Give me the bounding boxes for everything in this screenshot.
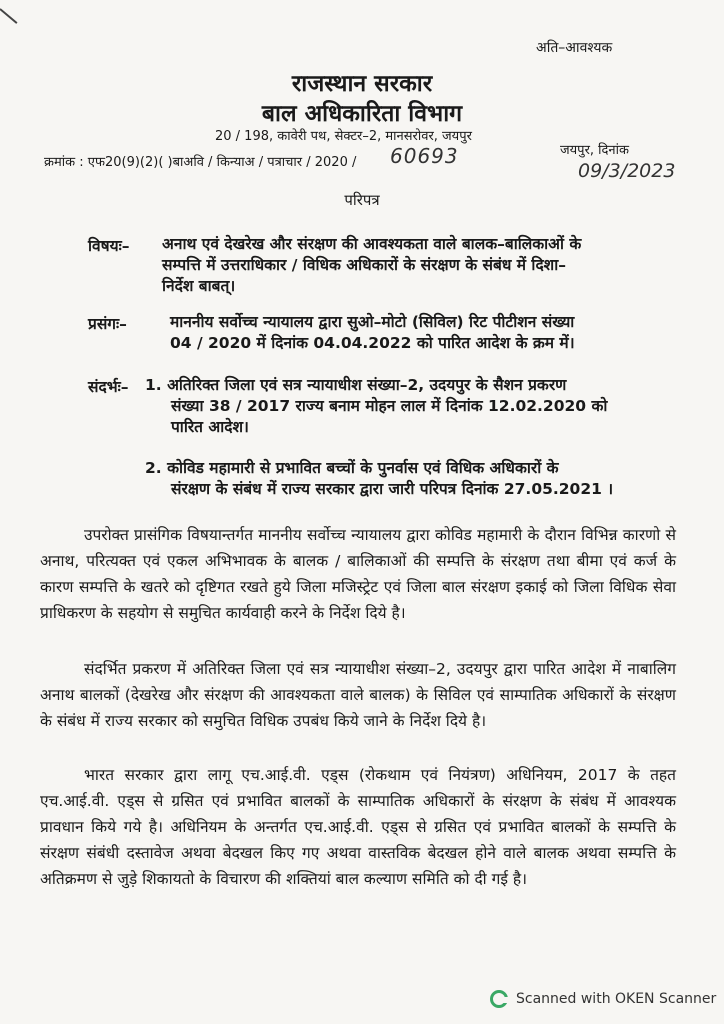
subject-line: सम्पत्ति में उत्तराधिकार / विधिक अधिकारों के संरक्षण के संबंध में दिशा– — [162, 256, 566, 274]
paragraph-text: संदर्भित प्रकरण में अतिरिक्त जिला एवं सत्र न्यायाधीश संख्या–2, उदयपुर द्वारा पारित आदेश में नाबालिग अनाथ बालकों (देखरेख और संरक्षण की आवश्यकता वाले बालक) के सिविल एवं साम्पातिक अधिकारों के संरक्षण के संबंध में राज्य सरकार को समुचित विधिक उपबंध किये जाने के निर्देश दिये है। — [40, 660, 676, 730]
context-text — [170, 312, 575, 354]
subject-text — [162, 234, 581, 297]
references-label: संदर्भः– — [88, 378, 129, 396]
context-line: माननीय सर्वोच्च न्यायालय द्वारा सुओ–मोटो (सिविल) रिट पीटीशन संख्या — [170, 313, 575, 331]
paragraph-text: भारत सरकार द्वारा लागू एच.आई.वी. एड्स (रोकथाम एवं नियंत्रण) अधिनियम, 2017 के तहत एच.आई.वी. एड्स से ग्रसित एवं प्रभावित बालकों के साम्पातिक अधिकारों के संरक्षण के संबंध में आवश्यक प्रावधान किये गये है। अधिनियम के अन्तर्गत एच.आई.वी. एड्स से ग्रसित एवं प्रभावित बालकों के सम्पत्ति के संरक्षण संबंधी दस्तावेज अथवा बेदखल किए गए अथवा वास्तविक बेदखल होने वाले बालक अथवा सम्पत्ति के अतिक्रमण से जुड़े शिकायतो के विचारण की शक्तियां बाल कल्याण समिति को दी गई है। — [40, 766, 676, 888]
reference-line: संरक्षण के संबंध में राज्य सरकार द्वारा जारी परिपत्र दिनांक 27.05.2021 । — [171, 480, 614, 498]
address: 20 / 198, कावेरी पथ, सेक्टर–2, मानसरोवर, जयपुर — [215, 129, 472, 144]
paragraph-2 — [40, 656, 676, 734]
dept-title: बाल अधिकारिता विभाग — [261, 101, 463, 127]
scanner-watermark — [490, 990, 716, 1008]
oken-logo-icon — [490, 990, 508, 1008]
reference-line: 1. अतिरिक्त जिला एवं सत्र न्यायाधीश संख्या–2, उदयपुर के सैशन प्रकरण — [145, 376, 567, 394]
context-label: प्रसंगः– — [88, 315, 127, 333]
context-line: 04 / 2020 में दिनांक 04.04.2022 को पारित आदेश के क्रम में। — [170, 334, 575, 352]
reference-label: क्रमांक : एफ20(9)(2)( )बाअवि / किन्याअ / पत्राचार / 2020 / — [44, 155, 357, 170]
urgent-label: अति–आवश्यक — [536, 40, 613, 56]
watermark-text: Scanned with OKEN Scanner — [516, 991, 717, 1007]
reference-line: 2. कोविड महामारी से प्रभावित बच्चों के पुनर्वास एवं विधिक अधिकारों के — [145, 459, 559, 477]
date-label: जयपुर, दिनांक — [560, 143, 629, 158]
paragraph-3 — [40, 762, 676, 892]
paragraph-1 — [40, 522, 676, 626]
reference-item-1 — [145, 375, 607, 438]
corner-mark — [0, 8, 17, 24]
paragraph-text: उपरोक्त प्रासंगिक विषयान्तर्गत माननीय सर्वोच्च न्यायालय द्वारा कोविड महामारी के दौरान विभिन्न कारणो से अनाथ, परित्यक्त एवं एकल अभिभावक के बालक / बालिकाओं की सम्पत्ति के संरक्षण तथा बीमा एवं कर्ज के कारण सम्पत्ति के खतरे को दृष्टिगत रखते हुये जिला मजिस्ट्रेट एवं जिला बाल संरक्षण इकाई को जिला विधिक सेवा प्राधिकरण के सहयोग से समुचित कार्यवाही करने के निर्देश दिये है। — [40, 526, 676, 622]
reference-line: संख्या 38 / 2017 राज्य बनाम मोहन लाल में दिनांक 12.02.2020 को — [171, 397, 608, 415]
reference-item-2 — [145, 458, 613, 500]
reference-number: 60693 — [390, 144, 459, 168]
subject-line: अनाथ एवं देखरेख और संरक्षण की आवश्यकता वाले बालक–बालिकाओं के — [162, 235, 582, 253]
reference-line: पारित आदेश। — [171, 418, 249, 436]
document-title: परिपत्र — [344, 191, 380, 209]
govt-title: राजस्थान सरकार — [291, 71, 433, 97]
subject-label: विषयः– — [88, 237, 130, 255]
subject-line: निर्देश बाबत्। — [162, 277, 236, 295]
date-value: 09/3/2023 — [578, 160, 676, 182]
